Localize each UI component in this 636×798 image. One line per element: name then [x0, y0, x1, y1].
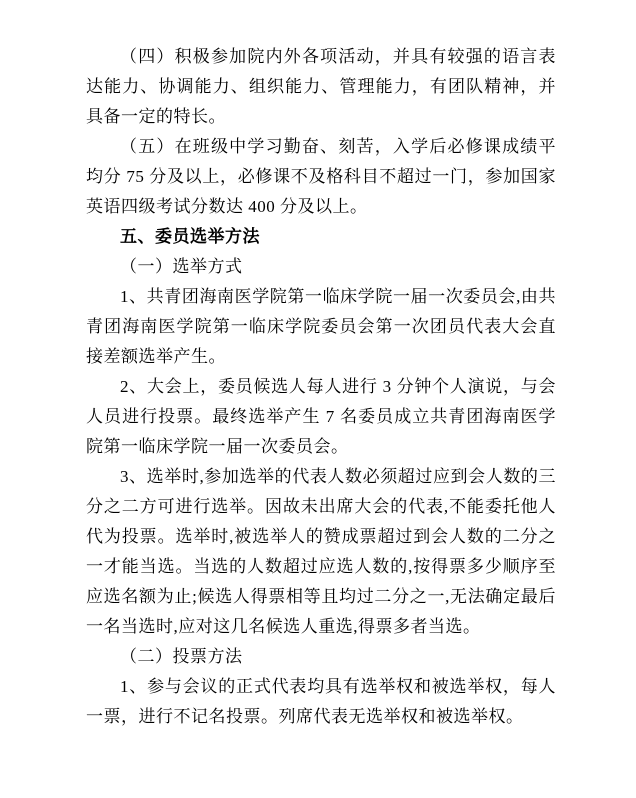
- paragraph-voting-1: 1、参与会议的正式代表均具有选举权和被选举权，每人一票，进行不记名投票。列席代表无选举权和被选举权。: [86, 677, 556, 726]
- paragraph-election-1: 1、共青团海南医学院第一临床学院一届一次委员会,由共青团海南医学院第一临床学院委员会第一次团员代表大会直接差额选举产生。: [86, 287, 556, 366]
- paragraph-election-3: 3、选举时,参加选举的代表人数必须超过应到会人数的三分之二方可进行选举。因故未出席大会的代表,不能委托他人代为投票。选举时,被选举人的赞成票超过到会人数的二分之一才能当选。当选的人数超过应选人数的,按得票多少顺序至应选名额为止;候选人得票相等且均过二分之一,无法确定最后一名当选时,应对这几名候选人重选,得票多者当选。: [86, 467, 556, 636]
- subsection-heading-election-mode: （一）选举方式: [120, 257, 243, 276]
- section-heading-election-method: 五、委员选举方法: [120, 227, 260, 246]
- paragraph-election-2: 2、大会上，委员候选人每人进行 3 分钟个人演说，与会人员进行投票。最终选举产生 7 名委员成立共青团海南医学院第一临床学院一届一次委员会。: [86, 377, 556, 456]
- paragraph-item-4: （四）积极参加院内外各项活动，并具有较强的语言表达能力、协调能力、组织能力、管理能力，有团队精神，并具备一定的特长。: [86, 47, 556, 126]
- subsection-heading-voting-method: （二）投票方法: [120, 647, 243, 666]
- paragraph-item-5: （五）在班级中学习勤奋、刻苦，入学后必修课成绩平均分 75 分及以上，必修课不及格科目不超过一门，参加国家英语四级考试分数达 400 分及以上。: [86, 137, 556, 216]
- document-body: [86, 42, 556, 732]
